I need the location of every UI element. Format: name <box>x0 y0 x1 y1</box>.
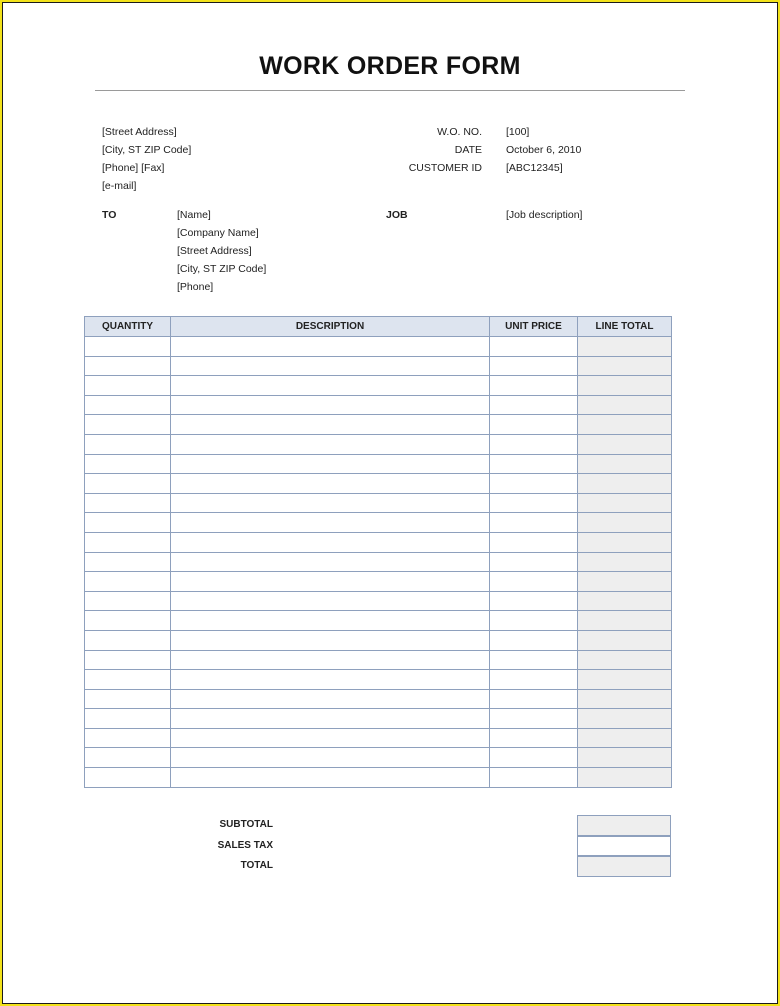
unit-price-cell[interactable] <box>490 748 578 768</box>
table-row <box>85 670 672 690</box>
line-total-cell[interactable] <box>578 768 672 788</box>
sales-tax-label: SALES TAX <box>217 839 273 851</box>
unit-price-cell[interactable] <box>490 434 578 454</box>
table-row <box>85 474 672 494</box>
table-header-row <box>85 317 672 337</box>
recipient-city: [City, ST ZIP Code] <box>177 263 267 275</box>
description-cell[interactable] <box>171 709 490 729</box>
quantity-cell[interactable] <box>85 552 171 572</box>
description-cell[interactable] <box>171 768 490 788</box>
table-row <box>85 337 672 357</box>
description-cell[interactable] <box>171 611 490 631</box>
unit-price-cell[interactable] <box>490 572 578 592</box>
table-row <box>85 493 672 513</box>
description-cell[interactable] <box>171 415 490 435</box>
job-description: [Job description] <box>506 209 583 221</box>
date-value: October 6, 2010 <box>506 144 582 156</box>
unit-price-cell[interactable] <box>490 376 578 396</box>
unit-price-cell[interactable] <box>490 630 578 650</box>
quantity-cell[interactable] <box>85 356 171 376</box>
quantity-cell[interactable] <box>85 591 171 611</box>
line-items-table <box>84 316 672 788</box>
wo-number-value: [100] <box>506 126 530 138</box>
line-total-cell[interactable] <box>578 337 672 357</box>
quantity-cell[interactable] <box>85 650 171 670</box>
table-row <box>85 513 672 533</box>
description-cell[interactable] <box>171 337 490 357</box>
sender-city: [City, ST ZIP Code] <box>102 144 192 156</box>
quantity-cell[interactable] <box>85 689 171 709</box>
line-total-cell[interactable] <box>578 689 672 709</box>
line-total-cell[interactable] <box>578 650 672 670</box>
line-total-cell[interactable] <box>578 748 672 768</box>
title-divider <box>95 90 685 91</box>
line-total-cell[interactable] <box>578 552 672 572</box>
table-row <box>85 689 672 709</box>
quantity-cell[interactable] <box>85 572 171 592</box>
unit-price-cell[interactable] <box>490 513 578 533</box>
table-row <box>85 552 672 572</box>
unit-price-cell[interactable] <box>490 689 578 709</box>
unit-price-cell[interactable] <box>490 709 578 729</box>
quantity-header: QUANTITY <box>85 317 171 337</box>
unit-price-cell[interactable] <box>490 356 578 376</box>
description-cell[interactable] <box>171 591 490 611</box>
unit-price-cell[interactable] <box>490 670 578 690</box>
description-cell[interactable] <box>171 532 490 552</box>
quantity-cell[interactable] <box>85 748 171 768</box>
line-total-cell[interactable] <box>578 415 672 435</box>
unit-price-cell[interactable] <box>490 728 578 748</box>
unit-price-cell[interactable] <box>490 650 578 670</box>
description-cell[interactable] <box>171 630 490 650</box>
sender-street: [Street Address] <box>102 126 177 138</box>
unit-price-cell[interactable] <box>490 493 578 513</box>
quantity-cell[interactable] <box>85 532 171 552</box>
table-row <box>85 650 672 670</box>
unit-price-cell[interactable] <box>490 395 578 415</box>
description-cell[interactable] <box>171 356 490 376</box>
quantity-cell[interactable] <box>85 709 171 729</box>
customer-id-label: CUSTOMER ID <box>408 162 482 174</box>
description-header: DESCRIPTION <box>171 317 490 337</box>
quantity-cell[interactable] <box>85 768 171 788</box>
description-cell[interactable] <box>171 513 490 533</box>
description-cell[interactable] <box>171 395 490 415</box>
subtotal-field[interactable] <box>577 815 671 836</box>
table-row <box>85 415 672 435</box>
unit-price-cell[interactable] <box>490 552 578 572</box>
quantity-cell[interactable] <box>85 611 171 631</box>
line-total-cell[interactable] <box>578 630 672 650</box>
quantity-cell[interactable] <box>85 670 171 690</box>
line-total-cell[interactable] <box>578 434 672 454</box>
table-row <box>85 709 672 729</box>
total-label: TOTAL <box>240 860 273 871</box>
description-cell[interactable] <box>171 454 490 474</box>
description-cell[interactable] <box>171 670 490 690</box>
description-cell[interactable] <box>171 376 490 396</box>
line-total-cell[interactable] <box>578 532 672 552</box>
description-cell[interactable] <box>171 748 490 768</box>
sender-phone-fax: [Phone] [Fax] <box>102 162 165 174</box>
line-total-cell[interactable] <box>578 356 672 376</box>
quantity-cell[interactable] <box>85 474 171 494</box>
wo-number-label: W.O. NO. <box>437 126 482 138</box>
quantity-cell[interactable] <box>85 493 171 513</box>
description-cell[interactable] <box>171 572 490 592</box>
job-label: JOB <box>386 209 408 221</box>
recipient-street: [Street Address] <box>177 245 252 257</box>
quantity-cell[interactable] <box>85 454 171 474</box>
line-total-cell[interactable] <box>578 728 672 748</box>
unit-price-cell[interactable] <box>490 454 578 474</box>
unit-price-cell[interactable] <box>490 474 578 494</box>
recipient-company: [Company Name] <box>177 227 259 239</box>
table-row <box>85 728 672 748</box>
line-total-cell[interactable] <box>578 376 672 396</box>
total-field[interactable] <box>577 856 671 877</box>
description-cell[interactable] <box>171 493 490 513</box>
quantity-cell[interactable] <box>85 376 171 396</box>
to-label: TO <box>102 209 117 221</box>
table-row <box>85 454 672 474</box>
quantity-cell[interactable] <box>85 513 171 533</box>
table-row <box>85 376 672 396</box>
table-row <box>85 434 672 454</box>
quantity-cell[interactable] <box>85 630 171 650</box>
line-total-cell[interactable] <box>578 454 672 474</box>
date-label: DATE <box>454 144 482 156</box>
unit-price-cell[interactable] <box>490 337 578 357</box>
unit-price-header: UNIT PRICE <box>490 317 578 337</box>
description-cell[interactable] <box>171 552 490 572</box>
table-row <box>85 768 672 788</box>
description-cell[interactable] <box>171 434 490 454</box>
unit-price-cell[interactable] <box>490 591 578 611</box>
recipient-name: [Name] <box>177 209 211 221</box>
description-cell[interactable] <box>171 728 490 748</box>
table-row <box>85 630 672 650</box>
line-total-cell[interactable] <box>578 670 672 690</box>
page-title: WORK ORDER FORM <box>259 52 521 80</box>
subtotal-label: SUBTOTAL <box>219 819 273 830</box>
line-total-cell[interactable] <box>578 611 672 631</box>
description-cell[interactable] <box>171 474 490 494</box>
line-total-cell[interactable] <box>578 493 672 513</box>
sender-email: [e-mail] <box>102 180 137 192</box>
table-row <box>85 748 672 768</box>
line-items-body <box>85 337 672 788</box>
line-total-header: LINE TOTAL <box>578 317 672 337</box>
table-row <box>85 356 672 376</box>
line-total-cell[interactable] <box>578 591 672 611</box>
description-cell[interactable] <box>171 650 490 670</box>
customer-id-value: [ABC12345] <box>506 162 563 174</box>
recipient-phone: [Phone] <box>177 281 214 293</box>
line-total-cell[interactable] <box>578 474 672 494</box>
sales-tax-field[interactable] <box>577 836 671 857</box>
line-total-cell[interactable] <box>578 709 672 729</box>
table-row <box>85 572 672 592</box>
quantity-cell[interactable] <box>85 395 171 415</box>
quantity-cell[interactable] <box>85 337 171 357</box>
unit-price-cell[interactable] <box>490 768 578 788</box>
unit-price-cell[interactable] <box>490 611 578 631</box>
line-total-cell[interactable] <box>578 572 672 592</box>
unit-price-cell[interactable] <box>490 415 578 435</box>
table-row <box>85 532 672 552</box>
unit-price-cell[interactable] <box>490 532 578 552</box>
table-row <box>85 395 672 415</box>
description-cell[interactable] <box>171 689 490 709</box>
quantity-cell[interactable] <box>85 728 171 748</box>
quantity-cell[interactable] <box>85 415 171 435</box>
line-total-cell[interactable] <box>578 395 672 415</box>
line-total-cell[interactable] <box>578 513 672 533</box>
table-row <box>85 591 672 611</box>
quantity-cell[interactable] <box>85 434 171 454</box>
table-row <box>85 611 672 631</box>
